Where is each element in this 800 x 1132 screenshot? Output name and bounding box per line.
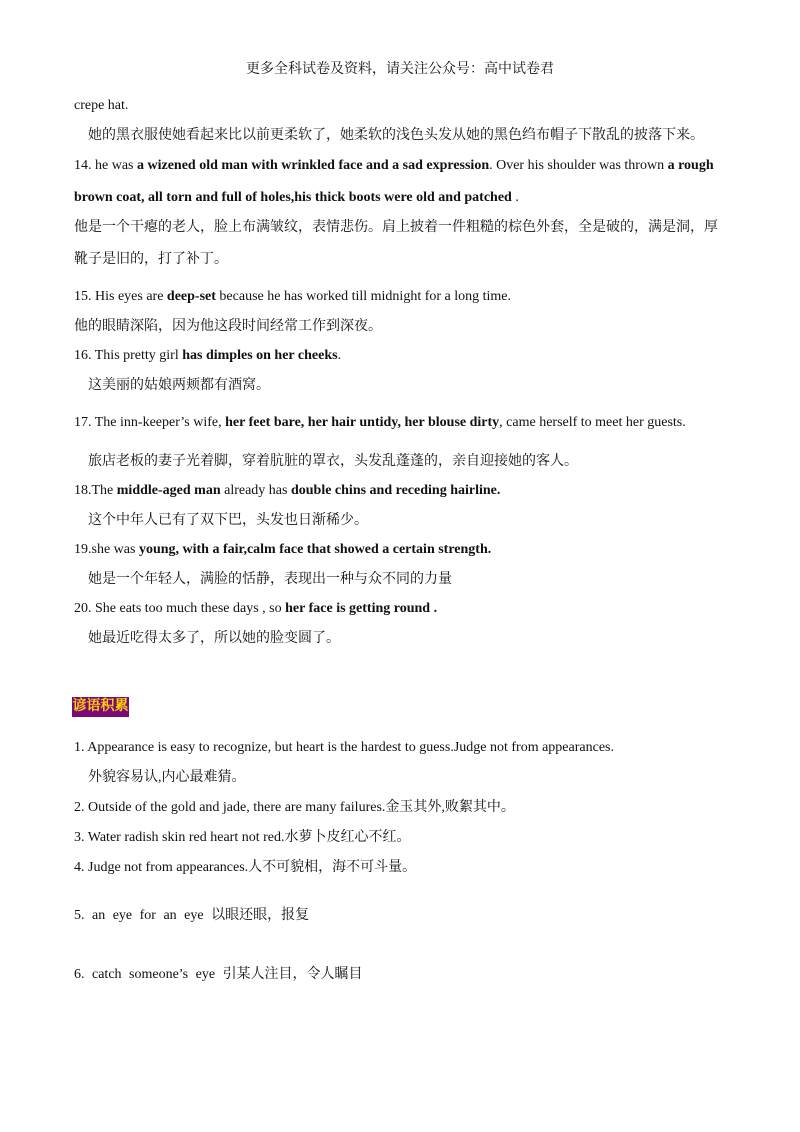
translation-line: 他是一个干瘪的老人，脸上布满皱纹，表情悲伤。肩上披着一件粗糙的棕色外套，全是破的，满是洞，厚	[74, 220, 718, 235]
proverb-item: 5. an eye for an eye 以眼还眼，报复	[74, 908, 310, 923]
sentence-14-cont	[74, 189, 519, 207]
translation-line: 他的眼睛深陷，因为他这段时间经常工作到深夜。	[74, 319, 382, 334]
text-run: , came herself to meet her guests.	[499, 415, 686, 430]
translation-line: 旅店老板的妻子光着脚，穿着肮脏的罩衣，头发乱蓬蓬的，亲自迎接她的客人。	[88, 454, 578, 469]
sentence-16	[74, 347, 341, 365]
proverb-item: 1. Appearance is easy to recognize, but heart is the hardest to guess.Judge not from appearances.	[74, 740, 614, 755]
text-run: 19.she was	[74, 542, 139, 557]
text-run: 14. he was	[74, 158, 137, 173]
translation-line: 她是一个年轻人，满脸的恬静，表现出一种与众不同的力量	[88, 572, 452, 587]
translation-line: 她的黑衣服使她看起来比以前更柔软了，她柔软的浅色头发从她的黑色绉布帽子下散乱的披落下来。	[88, 128, 704, 143]
text-run: 15. His eyes are	[74, 289, 167, 304]
proverb-item: 6. catch someone’s eye 引某人注目，令人瞩目	[74, 967, 363, 982]
text-run: 16. This pretty girl	[74, 348, 183, 363]
sentence-19	[74, 541, 491, 559]
translation-line: 靴子是旧的，打了补丁。	[74, 252, 228, 267]
sentence-20	[74, 600, 437, 618]
sentence-14	[74, 157, 714, 175]
bold-phrase: a wizened old man with wrinkled face and a sad expression	[137, 158, 490, 173]
translation-line: 这个中年人已有了双下巴，头发也日渐稀少。	[88, 513, 368, 528]
sentence-18	[74, 482, 500, 500]
bold-phrase: double chins and receding hairline.	[290, 483, 501, 498]
bold-phrase: young, with a fair,calm face that showed a certain strength.	[138, 542, 492, 557]
section-title-proverbs: 谚语积累	[72, 697, 129, 717]
text-line: crepe hat.	[74, 98, 129, 113]
page-header: 更多全科试卷及资料，请关注公众号：高中试卷君	[246, 62, 554, 77]
bold-phrase: a rough	[667, 158, 714, 173]
proverb-item: 4. Judge not from appearances.人不可貌相，海不可斗量。	[74, 860, 417, 875]
translation-line: 她最近吃得太多了，所以她的脸变圆了。	[88, 631, 340, 646]
text-run: . Over his shoulder was thrown	[489, 158, 668, 173]
sentence-17	[74, 414, 686, 432]
text-run: 17. The inn-keeper’s wife,	[74, 415, 226, 430]
text-run: 20. She eats too much these days , so	[74, 601, 286, 616]
bold-phrase: middle-aged man	[116, 483, 221, 498]
text-run: already has	[220, 483, 291, 498]
text-run: 18.The	[74, 483, 117, 498]
proverb-translation: 外貌容易认,内心最难猜。	[88, 770, 246, 785]
text-run: because he has worked till midnight for a long time.	[215, 289, 512, 304]
bold-phrase: has dimples on her cheeks	[182, 348, 338, 363]
translation-line: 这美丽的姑娘两颊都有酒窝。	[88, 378, 270, 393]
bold-phrase: her feet bare, her hair untidy, her blouse dirty	[225, 415, 500, 430]
bold-phrase: deep-set	[166, 289, 216, 304]
bold-phrase: her face is getting round .	[285, 601, 438, 616]
proverb-item: 2. Outside of the gold and jade, there are many failures.金玉其外,败絮其中。	[74, 800, 515, 815]
sentence-15	[74, 288, 511, 306]
proverb-item: 3. Water radish skin red heart not red.水萝卜皮红心不红。	[74, 830, 411, 845]
text-run: .	[511, 190, 519, 205]
bold-phrase: brown coat, all torn and full of holes,his thick boots were old and patched	[74, 190, 512, 205]
text-run: .	[337, 348, 342, 363]
